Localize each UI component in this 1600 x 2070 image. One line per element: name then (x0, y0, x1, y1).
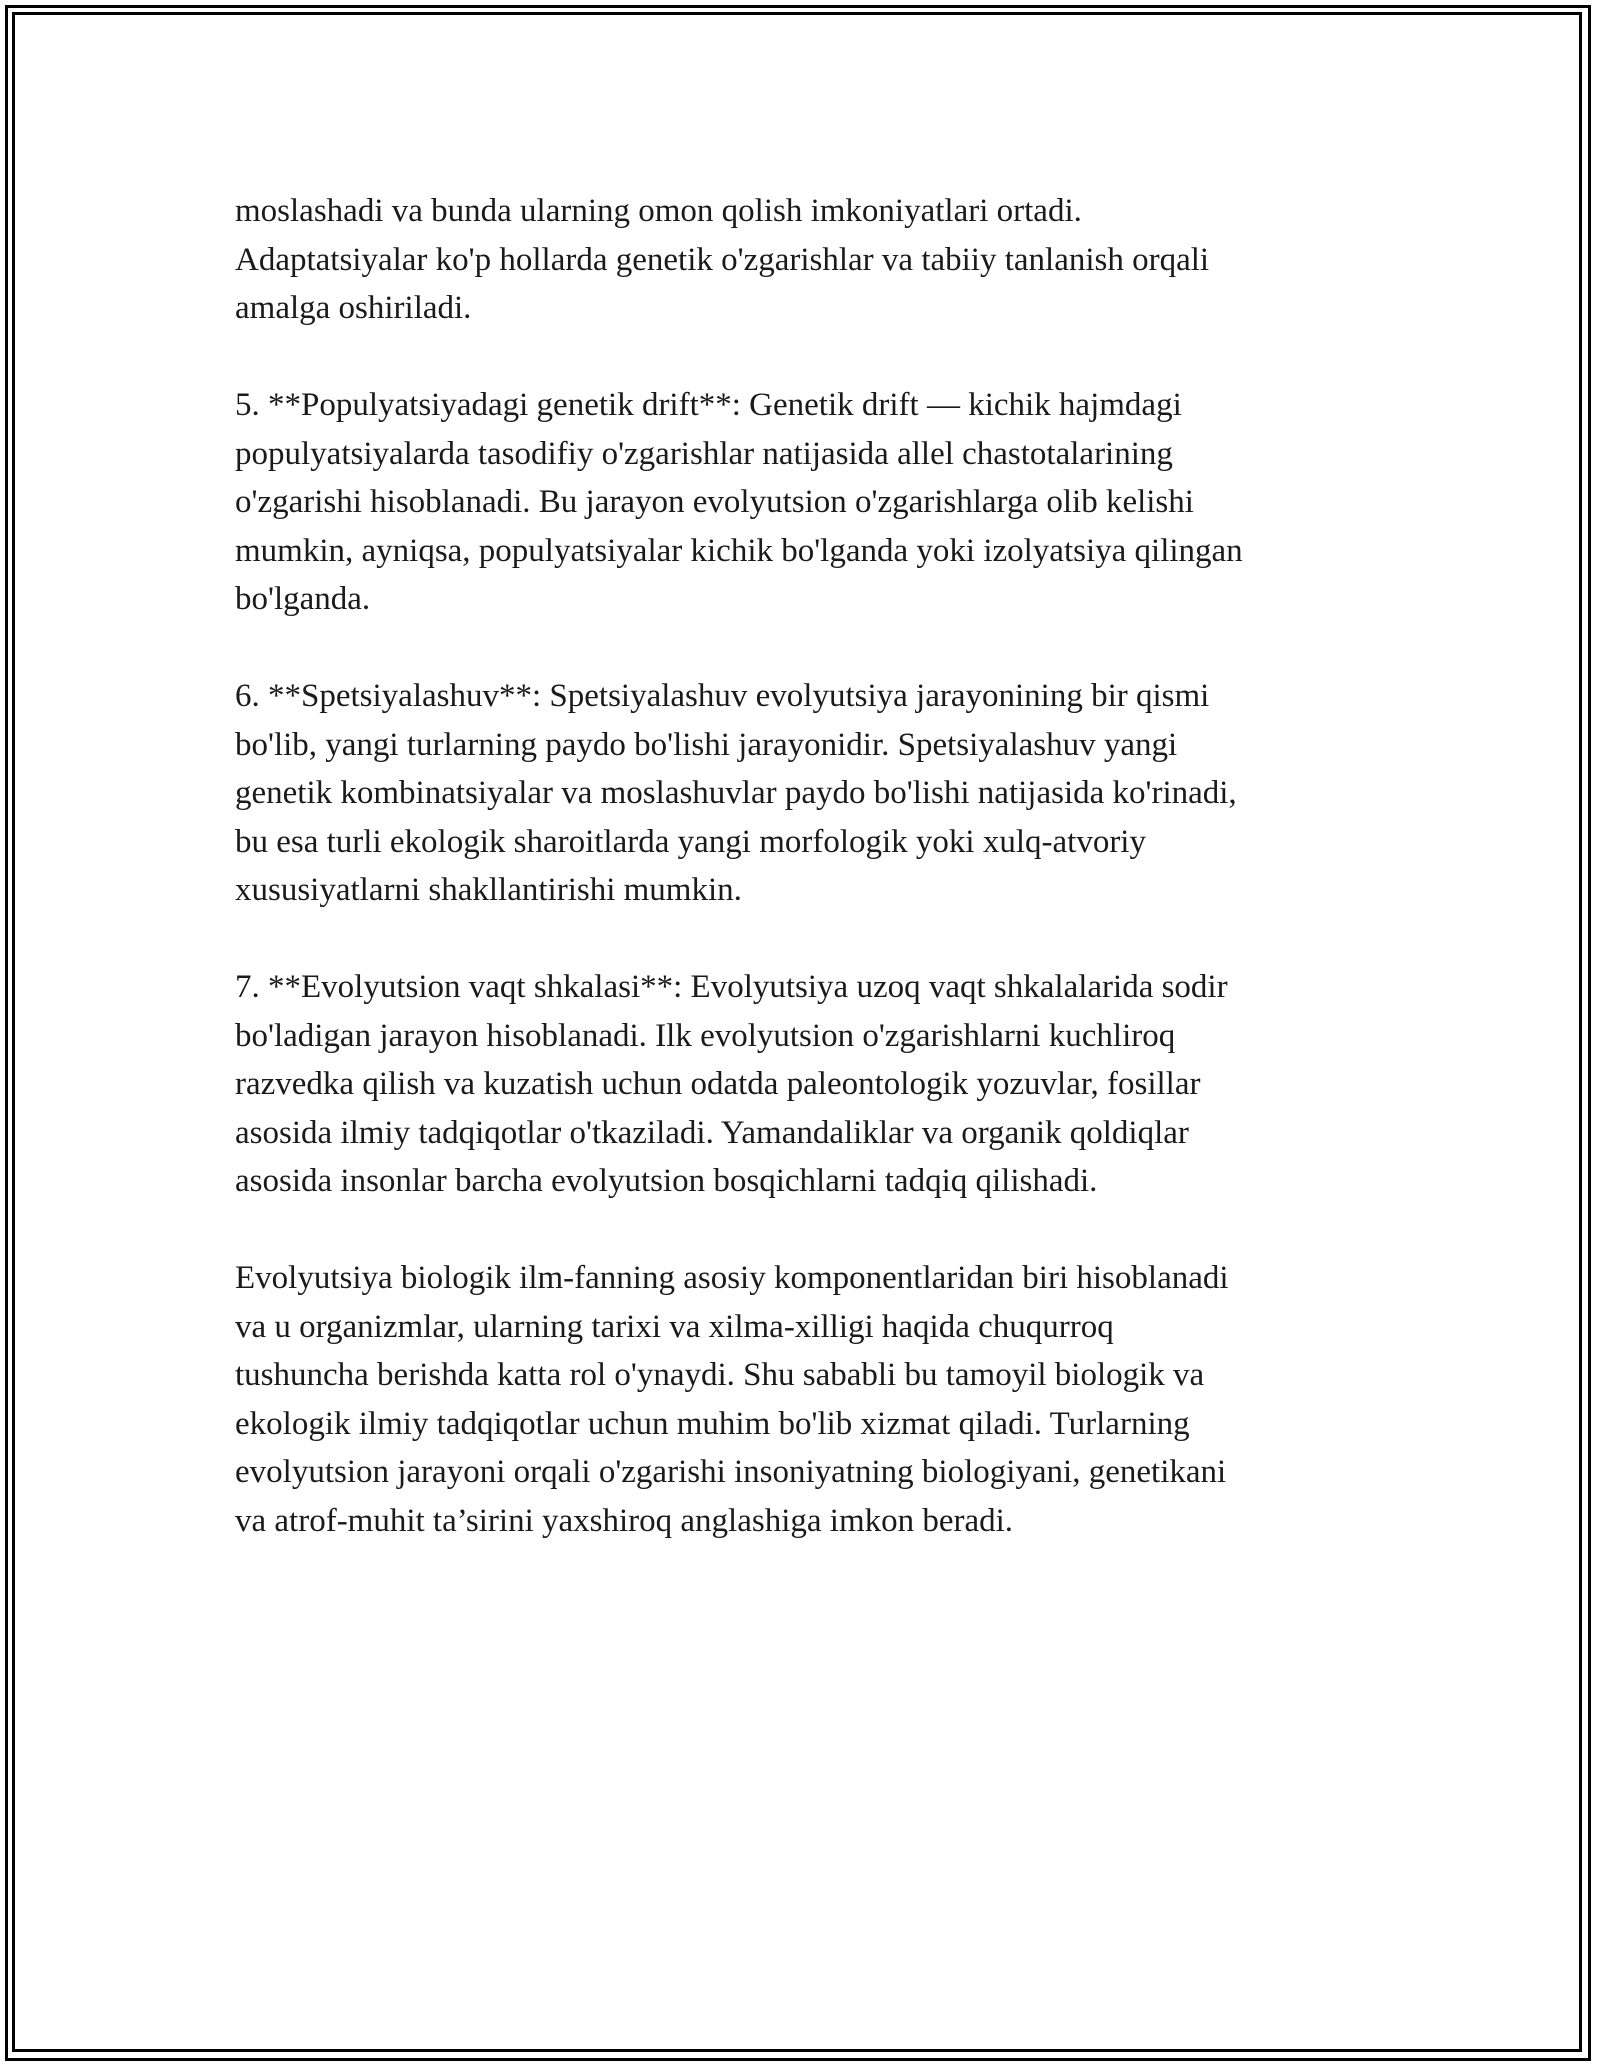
paragraph-conclusion: Evolyutsiya biologik ilm-fanning asosiy komponentlaridan biri hisoblanadi va u organizmlar, ularning tarixi va xilma-xilligi haqida chuqurroq tushuncha berishda katta rol o'ynaydi. Shu sababli bu tamoyil biologik va ekologik ilmiy tadqiqotlar uchun muhim bo'lib xizmat qiladi. Turlarning evolyutsion jarayoni orqali o'zgarishi insoniyatning biologiyani, genetikani va atrof-muhit ta’sirini yaxshiroq anglashiga imkon beradi. (235, 1260, 1229, 1539)
paragraph-evolutionary-timescale: 7. **Evolyutsion vaqt shkalasi**: Evolyutsiya uzoq vaqt shkalalarida sodir bo'ladigan jarayon hisoblanadi. Ilk evolyutsion o'zgarishlarni kuchliroq razvedka qilish va kuzatish uchun odatda paleontologik yozuvlar, fosillar asosida ilmiy tadqiqotlar o'tkaziladi. Yamandaliklar va organik qoldiqlar asosida insonlar barcha evolyutsion bosqichlarni tadqiq qilishadi. (235, 969, 1228, 1199)
paragraph-genetic-drift: 5. **Populyatsiyadagi genetik drift**: Genetik drift — kichik hajmdagi populyatsiyalarda tasodifiy o'zgarishlar natijasida allel chastotalarining o'zgarishi hisoblanadi. Bu jarayon evolyutsion o'zgarishlarga olib kelishi mumkin, ayniqsa, populyatsiyalar kichik bo'lganda yoki izolyatsiya qilingan bo'lganda. (235, 387, 1243, 617)
paragraph-adaptation-continued: moslashadi va bunda ularning omon qolish imkoniyatlari ortadi. Adaptatsiyalar ko'p hollarda genetik o'zgarishlar va tabiiy tanlanish orqali amalga oshiriladi. (235, 193, 1210, 326)
paragraph-speciation: 6. **Spetsiyalashuv**: Spetsiyalashuv evolyutsiya jarayonining bir qismi bo'lib, yangi turlarning paydo bo'lishi jarayonidir. Spetsiyalashuv yangi genetik kombinatsiyalar va moslashuvlar paydo bo'lishi natijasida ko'rinadi, bu esa turli ekologik sharoitlarda yangi morfologik yoki xulq-atvoriy xususiyatlarni shakllantirishi mumkin. (235, 678, 1237, 908)
document-body (235, 187, 1385, 1594)
